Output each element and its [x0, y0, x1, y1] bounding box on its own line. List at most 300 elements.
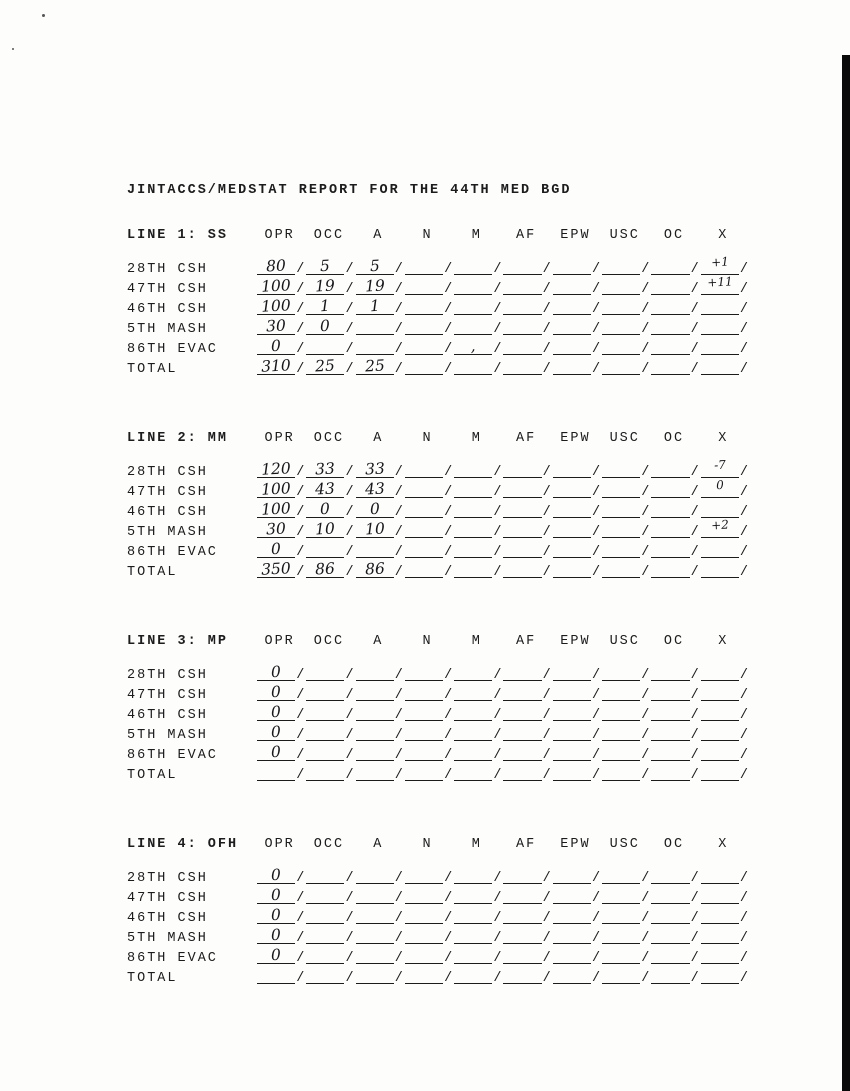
- entry-slot: [551, 338, 600, 358]
- entry-slot: [551, 481, 600, 501]
- entry-slot: [354, 724, 403, 744]
- row-label: 86TH EVAC: [127, 951, 218, 966]
- entry-slot: [255, 461, 304, 481]
- handwritten-value: 86: [364, 559, 385, 579]
- slot-separator: /: [493, 322, 502, 337]
- slot-separator: /: [296, 302, 305, 317]
- entry-slot: [649, 927, 698, 947]
- entry-slot: [354, 338, 403, 358]
- entry-slot: [551, 887, 600, 907]
- slot-separator: /: [444, 485, 453, 500]
- entry-slot: [551, 664, 600, 684]
- entry-slot: [600, 481, 649, 501]
- slot-separator: /: [296, 485, 305, 500]
- slot-separator: /: [690, 891, 699, 906]
- slot-separator: /: [591, 362, 601, 377]
- table-row: [127, 724, 787, 744]
- slot-separator: /: [542, 362, 551, 377]
- slot-separator: /: [690, 971, 699, 986]
- slot-separator: /: [739, 768, 748, 783]
- column-header: N: [422, 228, 433, 243]
- slot-separator: /: [542, 668, 551, 683]
- slot-separator: /: [444, 565, 453, 580]
- entry-slot: [403, 318, 452, 338]
- slot-separator: /: [641, 485, 650, 500]
- slot-separator: /: [542, 971, 551, 986]
- entry-slot: [551, 461, 600, 481]
- column-header: N: [422, 837, 433, 852]
- entry-slot: [304, 521, 353, 541]
- slot-separator: /: [296, 688, 305, 703]
- section-header-row: [127, 427, 787, 447]
- column-header: X: [718, 837, 729, 852]
- slot-separator: /: [690, 748, 699, 763]
- entry-slot: [649, 278, 698, 298]
- column-header: OCC: [313, 634, 345, 649]
- slot-separator: /: [591, 728, 601, 743]
- entry-slot: [255, 278, 304, 298]
- entry-slot: [452, 318, 501, 338]
- entry-slot: [551, 724, 600, 744]
- entry-slot: [304, 318, 353, 338]
- slot-separator: /: [542, 545, 551, 560]
- entry-slot: [452, 481, 501, 501]
- entry-slot: [403, 684, 452, 704]
- column-header: OC: [663, 431, 685, 446]
- entry-slot: [600, 358, 649, 378]
- slot-separator: /: [493, 282, 502, 297]
- column-header: USC: [609, 431, 640, 446]
- entry-slot: [600, 927, 649, 947]
- slot-separator: /: [591, 465, 601, 480]
- entry-slot: [699, 274, 748, 298]
- handwritten-value: 0: [319, 316, 331, 336]
- entry-slot: [255, 867, 304, 887]
- entry-slot: [699, 541, 748, 561]
- entry-slot: [699, 298, 748, 318]
- slot-separator: /: [690, 931, 699, 946]
- slot-separator: /: [690, 505, 699, 520]
- slot-separator: /: [542, 728, 551, 743]
- entry-slot: [699, 724, 748, 744]
- slot-separator: /: [641, 911, 650, 926]
- slot-separator: /: [591, 525, 601, 540]
- slot-separator: /: [345, 322, 354, 337]
- entry-slot: [255, 521, 304, 541]
- slot-separator: /: [493, 911, 502, 926]
- entry-slot: [304, 724, 353, 744]
- entry-slot: [403, 947, 452, 967]
- entry-slot: [600, 907, 649, 927]
- column-header: OCC: [313, 228, 345, 243]
- column-header: EPW: [560, 228, 591, 243]
- column-header: USC: [609, 634, 640, 649]
- section-title: LINE 4: OFH: [127, 837, 239, 852]
- row-label: 5TH MASH: [127, 931, 208, 946]
- entry-slot: [501, 867, 550, 887]
- slot-separator: /: [591, 891, 601, 906]
- slot-separator: /: [739, 262, 748, 277]
- slot-separator: /: [493, 728, 502, 743]
- column-header: OC: [663, 837, 685, 852]
- row-label: 47TH CSH: [127, 891, 208, 906]
- entry-slot: [699, 887, 748, 907]
- entry-slot: [255, 744, 304, 764]
- entry-slot: [354, 461, 403, 481]
- entry-slot: [403, 358, 452, 378]
- slot-separator: /: [444, 262, 453, 277]
- entry-slot: [649, 704, 698, 724]
- slot-separator: /: [542, 282, 551, 297]
- slot-separator: /: [345, 565, 354, 580]
- handwritten-value: 30: [265, 316, 287, 336]
- slot-separator: /: [394, 485, 403, 500]
- slot-separator: /: [641, 342, 650, 357]
- column-header: N: [422, 634, 433, 649]
- row-label: 86TH EVAC: [127, 748, 218, 763]
- slot-separator: /: [493, 342, 502, 357]
- entry-slot: [354, 541, 403, 561]
- entry-slot: [304, 887, 353, 907]
- slot-separator: /: [739, 505, 748, 520]
- slot-separator: /: [591, 708, 601, 723]
- slot-separator: /: [493, 565, 502, 580]
- entry-slot: [699, 684, 748, 704]
- scan-speck: [42, 14, 45, 17]
- column-header: X: [718, 431, 729, 446]
- handwritten-value: 100: [260, 276, 292, 296]
- slot-separator: /: [444, 911, 453, 926]
- slot-separator: /: [394, 505, 403, 520]
- section-title: LINE 1: SS: [127, 228, 229, 243]
- entry-slot: [600, 501, 649, 521]
- entry-slot: [354, 704, 403, 724]
- entry-slot: [501, 278, 550, 298]
- entry-slot: [255, 481, 304, 501]
- entry-slot: [600, 278, 649, 298]
- slot-separator: /: [345, 545, 354, 560]
- slot-separator: /: [493, 951, 502, 966]
- entry-slot: [600, 704, 649, 724]
- entry-slot: [649, 907, 698, 927]
- slot-separator: /: [542, 565, 551, 580]
- entry-slot: [649, 867, 698, 887]
- section-header-row: [127, 833, 787, 853]
- entry-slot: [452, 501, 501, 521]
- slot-separator: /: [641, 871, 650, 886]
- entry-slot: [551, 867, 600, 887]
- entry-slot: [255, 724, 304, 744]
- entry-slot: [452, 298, 501, 318]
- entry-slot: [551, 744, 600, 764]
- entry-slot: [452, 764, 501, 784]
- entry-slot: [649, 664, 698, 684]
- slot-separator: /: [444, 545, 453, 560]
- slot-separator: /: [493, 708, 502, 723]
- slot-separator: /: [542, 505, 551, 520]
- handwritten-value: 10: [364, 519, 385, 539]
- entry-slot: [699, 744, 748, 764]
- slot-separator: /: [345, 688, 354, 703]
- slot-separator: /: [345, 282, 354, 297]
- entry-slot: [354, 501, 403, 521]
- slot-separator: /: [345, 971, 354, 986]
- slot-separator: /: [345, 262, 354, 277]
- slot-separator: /: [591, 871, 601, 886]
- entry-slot: [403, 501, 452, 521]
- table-row: [127, 684, 787, 704]
- slot-separator: /: [542, 342, 551, 357]
- entry-slot: [649, 561, 698, 581]
- column-header: M: [471, 228, 482, 243]
- handwritten-value: 0: [270, 722, 282, 742]
- entry-slot: [403, 887, 452, 907]
- slot-separator: /: [641, 728, 650, 743]
- slot-separator: /: [739, 891, 748, 906]
- slot-separator: /: [345, 525, 354, 540]
- slot-separator: /: [345, 342, 354, 357]
- entry-slot: [649, 744, 698, 764]
- slot-separator: /: [739, 931, 748, 946]
- slot-separator: /: [690, 768, 699, 783]
- slot-separator: /: [591, 302, 601, 317]
- slot-separator: /: [591, 505, 601, 520]
- handwritten-value: 0: [270, 682, 282, 702]
- entry-slot: [403, 461, 452, 481]
- slot-separator: /: [641, 951, 650, 966]
- slot-separator: /: [542, 302, 551, 317]
- slot-separator: /: [690, 951, 699, 966]
- slot-separator: /: [591, 971, 601, 986]
- table-row: [127, 967, 787, 987]
- slot-separator: /: [493, 262, 502, 277]
- handwritten-value: 0: [270, 885, 282, 905]
- slot-separator: /: [739, 728, 748, 743]
- entry-slot: [403, 298, 452, 318]
- slot-separator: /: [444, 465, 453, 480]
- entry-slot: [649, 947, 698, 967]
- slot-separator: /: [591, 342, 601, 357]
- slot-separator: /: [296, 505, 305, 520]
- entry-slot: [403, 481, 452, 501]
- entry-slot: [699, 358, 748, 378]
- slot-separator: /: [493, 668, 502, 683]
- slot-separator: /: [641, 545, 650, 560]
- slot-separator: /: [345, 891, 354, 906]
- slot-separator: /: [296, 322, 305, 337]
- handwritten-value: 43: [364, 479, 385, 499]
- slot-separator: /: [345, 911, 354, 926]
- entry-slot: [699, 967, 748, 987]
- entry-slot: [699, 517, 748, 541]
- entry-slot: [403, 338, 452, 358]
- slot-separator: /: [690, 525, 699, 540]
- row-label: 46TH CSH: [127, 302, 208, 317]
- entry-slot: [452, 967, 501, 987]
- entry-slot: [501, 927, 550, 947]
- slot-separator: /: [394, 971, 403, 986]
- row-label: 47TH CSH: [127, 485, 208, 500]
- handwritten-value: 0: [270, 925, 282, 945]
- slot-separator: /: [591, 911, 601, 926]
- handwritten-value: 0: [715, 477, 724, 493]
- entry-slot: [255, 258, 304, 278]
- handwritten-value: 33: [364, 459, 385, 479]
- slot-separator: /: [493, 525, 502, 540]
- slot-separator: /: [542, 322, 551, 337]
- slot-separator: /: [542, 768, 551, 783]
- slot-separator: /: [591, 545, 601, 560]
- scan-speck: [12, 48, 14, 50]
- slot-separator: /: [345, 505, 354, 520]
- row-label: TOTAL: [127, 768, 178, 783]
- handwritten-value: 0: [270, 702, 282, 722]
- slot-separator: /: [296, 891, 305, 906]
- slot-separator: /: [444, 302, 453, 317]
- entry-slot: [649, 298, 698, 318]
- slot-separator: /: [690, 911, 699, 926]
- slot-separator: /: [542, 871, 551, 886]
- slot-separator: /: [296, 768, 305, 783]
- section-header-row: [127, 630, 787, 650]
- column-header: AF: [516, 837, 537, 852]
- handwritten-value: 1: [319, 296, 331, 316]
- entry-slot: [255, 541, 304, 561]
- report-sections: [127, 224, 787, 987]
- column-header: AF: [516, 634, 537, 649]
- slot-separator: /: [296, 342, 305, 357]
- slot-separator: /: [345, 668, 354, 683]
- handwritten-value: 0: [270, 905, 282, 925]
- slot-separator: /: [493, 688, 502, 703]
- slot-separator: /: [394, 668, 403, 683]
- entry-slot: [551, 907, 600, 927]
- entry-slot: [304, 704, 353, 724]
- table-row: [127, 764, 787, 784]
- slot-separator: /: [641, 565, 650, 580]
- report-section-2: [127, 427, 787, 581]
- entry-slot: [452, 947, 501, 967]
- entry-slot: [600, 724, 649, 744]
- slot-separator: /: [296, 708, 305, 723]
- slot-separator: /: [641, 505, 650, 520]
- entry-slot: [699, 664, 748, 684]
- row-label: 28TH CSH: [127, 668, 208, 683]
- slot-separator: /: [444, 668, 453, 683]
- column-header: AF: [516, 228, 537, 243]
- table-row: [127, 867, 787, 887]
- handwritten-value: 0: [270, 336, 282, 356]
- handwritten-value: 5: [319, 256, 331, 276]
- handwritten-value: 25: [364, 356, 385, 376]
- entry-slot: [354, 318, 403, 338]
- entry-slot: [255, 764, 304, 784]
- slot-separator: /: [641, 748, 650, 763]
- slot-separator: /: [739, 911, 748, 926]
- slot-separator: /: [345, 362, 354, 377]
- entry-slot: [501, 744, 550, 764]
- slot-separator: /: [739, 951, 748, 966]
- entry-slot: [403, 704, 452, 724]
- slot-separator: /: [296, 728, 305, 743]
- slot-separator: /: [641, 465, 650, 480]
- entry-slot: [304, 561, 353, 581]
- entry-slot: [452, 358, 501, 378]
- slot-separator: /: [690, 688, 699, 703]
- table-row: [127, 541, 787, 561]
- row-label: TOTAL: [127, 362, 178, 377]
- slot-separator: /: [296, 362, 305, 377]
- slot-separator: /: [296, 282, 305, 297]
- slot-separator: /: [345, 748, 354, 763]
- slot-separator: /: [591, 748, 601, 763]
- slot-separator: /: [394, 262, 403, 277]
- column-header: X: [718, 634, 729, 649]
- entry-slot: [452, 867, 501, 887]
- entry-slot: [304, 684, 353, 704]
- entry-slot: [600, 258, 649, 278]
- slot-separator: /: [394, 768, 403, 783]
- slot-separator: /: [345, 951, 354, 966]
- slot-separator: /: [444, 891, 453, 906]
- slot-separator: /: [690, 545, 699, 560]
- entry-slot: [600, 867, 649, 887]
- entry-slot: [600, 684, 649, 704]
- report-content: [127, 183, 787, 1036]
- slot-separator: /: [345, 768, 354, 783]
- slot-separator: /: [641, 891, 650, 906]
- slot-separator: /: [345, 728, 354, 743]
- slot-separator: /: [739, 565, 748, 580]
- entry-slot: [699, 907, 748, 927]
- entry-slot: [354, 521, 403, 541]
- entry-slot: [255, 704, 304, 724]
- row-label: 28TH CSH: [127, 262, 208, 277]
- entry-slot: [649, 358, 698, 378]
- row-label: TOTAL: [127, 565, 178, 580]
- slot-separator: /: [493, 768, 502, 783]
- entry-slot: [304, 358, 353, 378]
- slot-separator: /: [641, 525, 650, 540]
- slot-separator: /: [444, 525, 453, 540]
- slot-separator: /: [444, 728, 453, 743]
- entry-slot: [501, 684, 550, 704]
- slot-separator: /: [394, 911, 403, 926]
- entry-slot: [452, 258, 501, 278]
- entry-slot: [551, 358, 600, 378]
- entry-slot: [600, 521, 649, 541]
- slot-separator: /: [296, 465, 305, 480]
- table-row: [127, 744, 787, 764]
- entry-slot: [501, 318, 550, 338]
- slot-separator: /: [493, 871, 502, 886]
- entry-slot: [501, 967, 550, 987]
- row-label: 47TH CSH: [127, 688, 208, 703]
- table-row: [127, 318, 787, 338]
- slot-separator: /: [641, 322, 650, 337]
- slot-separator: /: [444, 871, 453, 886]
- entry-slot: [403, 927, 452, 947]
- slot-separator: /: [394, 282, 403, 297]
- entry-slot: [403, 967, 452, 987]
- slot-separator: /: [296, 565, 305, 580]
- column-header: EPW: [560, 431, 591, 446]
- slot-separator: /: [641, 768, 650, 783]
- entry-slot: [699, 947, 748, 967]
- column-header: A: [373, 634, 384, 649]
- entry-slot: [304, 927, 353, 947]
- slot-separator: /: [444, 951, 453, 966]
